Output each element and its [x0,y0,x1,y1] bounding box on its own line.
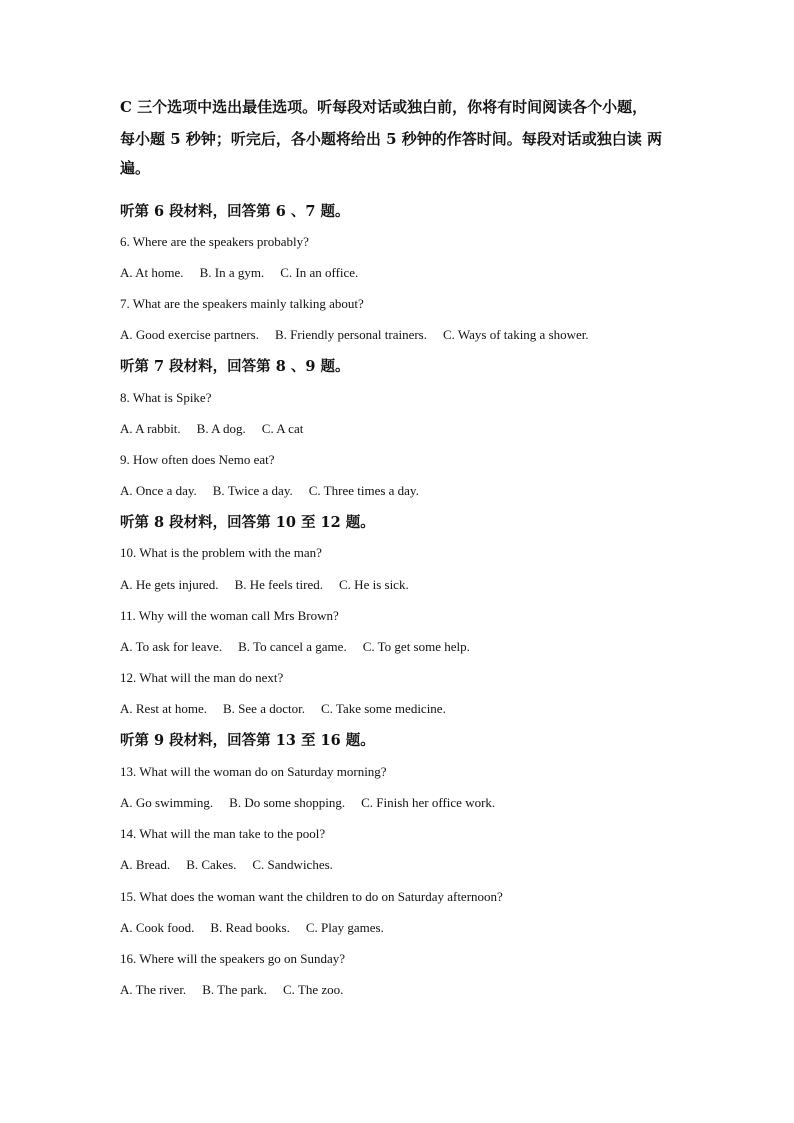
options-11 [120,639,470,655]
intro-line-2: 每小题 5 秒钟；听完后，各小题将给出 5 秒钟的作答时间。每段对话或独白读 两 [120,130,662,148]
options-16 [120,982,343,998]
option-c: C. He is sick. [339,577,409,592]
option-b: B. He feels tired. [234,577,324,592]
option-b: B. Cakes. [186,857,237,872]
options-15 [120,920,384,936]
option-b: B. The park. [202,982,267,997]
section-heading: 听第 9 段材料，回答第 13 至 16 题。 [120,732,375,749]
option-b: B. Read books. [210,920,290,935]
question-7: 7. What are the speakers mainly talking about? [120,296,364,311]
option-c: C. The zoo. [282,982,344,997]
option-a: A. He gets injured. [120,577,219,592]
option-b: B. See a doctor. [223,701,305,716]
option-c: C. Three times a day. [308,483,419,498]
question-12: 12. What will the man do next? [120,670,284,685]
option-c: C. Play games. [305,920,384,935]
options-8 [120,421,303,437]
option-a: A. Cook food. [120,920,195,935]
option-b: B. Friendly personal trainers. [274,327,427,342]
question-8: 8. What is Spike? [120,390,212,405]
option-c: C. Take some medicine. [320,701,446,716]
option-c: C. Ways of taking a shower. [442,327,589,342]
option-c: C. Sandwiches. [252,857,333,872]
option-b: B. To cancel a game. [238,639,347,654]
question-14: 14. What will the man take to the pool? [120,826,326,841]
option-b: B. Do some shopping. [229,795,346,810]
question-9: 9. How often does Nemo eat? [120,452,275,467]
options-12 [120,701,446,717]
section-heading: 听第 7 段材料，回答第 8 、9 题。 [120,358,350,375]
option-a: A. At home. [120,265,184,280]
option-b: B. A dog. [196,421,246,436]
question-10: 10. What is the problem with the man? [120,545,322,560]
option-c: C. In an office. [280,265,359,280]
section-heading: 听第 6 段材料，回答第 6 、7 题。 [120,203,350,220]
option-a: A. Good exercise partners. [120,327,259,342]
question-15: 15. What does the woman want the children to do on Saturday afternoon? [120,889,503,904]
question-6: 6. Where are the speakers probably? [120,234,309,249]
option-c: C. Finish her office work. [361,795,496,810]
options-14 [120,857,333,873]
options-13 [120,795,495,811]
option-c: C. To get some help. [362,639,470,654]
option-a: A. Go swimming. [120,795,214,810]
option-c: C. A cat [261,421,304,436]
options-9 [120,483,419,499]
options-6 [120,265,358,281]
intro-line-1: C 三个选项中选出最佳选项。听每段对话或独白前，你将有时间阅读各个小题， [120,98,648,116]
option-a: A. A rabbit. [120,421,181,436]
option-b: B. In a gym. [199,265,265,280]
option-a: A. Bread. [120,857,171,872]
option-a: A. Rest at home. [120,701,208,716]
question-16: 16. Where will the speakers go on Sunday? [120,951,346,966]
option-a: A. The river. [120,982,187,997]
option-a: A. To ask for leave. [120,639,223,654]
intro-line-3: 遍。 [120,159,151,177]
section-heading: 听第 8 段材料，回答第 10 至 12 题。 [120,514,375,531]
option-b: B. Twice a day. [212,483,293,498]
question-11: 11. Why will the woman call Mrs Brown? [120,608,339,623]
option-a: A. Once a day. [120,483,197,498]
options-10 [120,577,409,593]
question-13: 13. What will the woman do on Saturday morning? [120,764,387,779]
options-7 [120,327,589,343]
